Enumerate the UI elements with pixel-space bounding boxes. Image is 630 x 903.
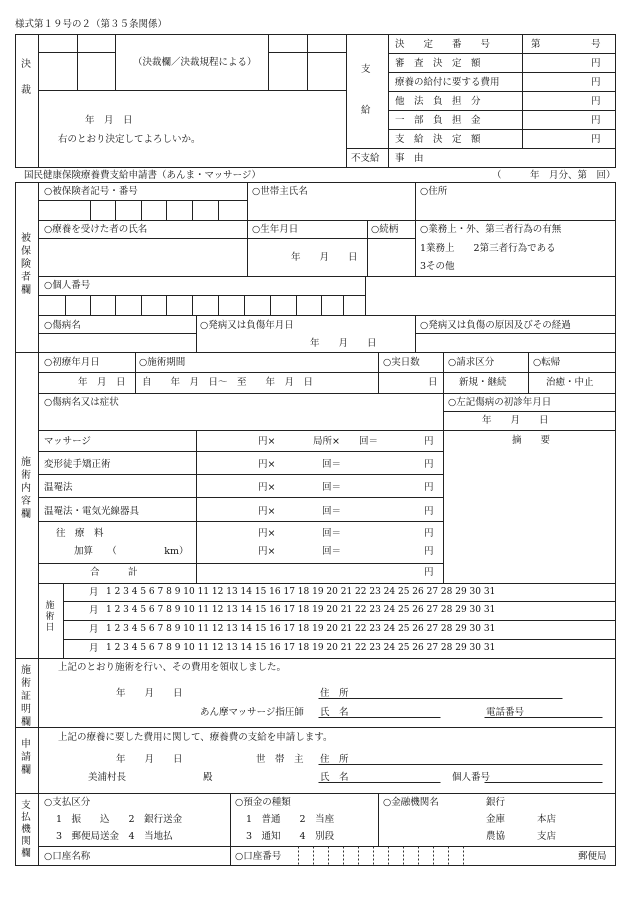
day-row-3-month: 月 (89, 624, 99, 635)
treatment-period-label: ○施術期間 (139, 357, 186, 368)
first-visit-ymd: 年 月 日 (78, 377, 126, 388)
application-address-label: 住 所 (320, 754, 349, 765)
cert-address-label: 住 所 (320, 688, 349, 699)
treatment-day-label: 施術日 (45, 601, 55, 633)
fee-correction-rate: 円× (258, 459, 276, 470)
application-date: 年 月 日 (116, 754, 183, 765)
household-head-label: ○世帯主氏名 (252, 186, 308, 197)
fee-electric: 温罨法・電気光線器具 (44, 506, 140, 517)
payment-type-option-2: 3 郵便局送金 4 当地払 (56, 831, 173, 842)
deposit-type-option-2: 3 通知 4 別段 (246, 831, 335, 842)
fee-distance: 加算 （ km） (74, 546, 189, 557)
day-row-4: 1 2 3 4 5 6 7 8 9 10 11 12 13 14 15 16 17 18 19 20 21 22 23 24 25 26 27 28 29 30 31 (106, 643, 496, 653)
account-name-label: ○口座名称 (44, 851, 91, 862)
cert-name-label: 氏 名 (320, 707, 349, 718)
other-law-unit: 円 (591, 96, 601, 107)
householder-label: 世 帯 主 (256, 754, 304, 765)
application-personal-number-label: 個人番号 (452, 772, 491, 783)
total-unit: 円 (424, 567, 434, 578)
cert-phone-label: 電話番号 (486, 707, 525, 718)
decision-number-label: 決 定 番 号 (395, 39, 491, 50)
fee-electric-rate: 円× (258, 506, 276, 517)
fee-correction-count: 回＝ (322, 459, 342, 470)
relationship-label: ○続柄 (371, 224, 399, 235)
period-note: （ 年 月分、第 回） (492, 170, 616, 181)
treatment-cost-label: 療養の給付に要する費用 (395, 77, 500, 88)
fee-warm-compress-count: 回＝ (322, 482, 342, 493)
birth-date-label: ○生年月日 (252, 224, 299, 235)
form-number-header: 様式第１９号の２（第３５条関係） (15, 19, 168, 30)
reason-label: 事 由 (395, 153, 424, 164)
fee-distance-unit: 円 (424, 546, 434, 557)
bank-name-label: ○金融機関名 (383, 797, 439, 808)
symptoms-label: ○傷病名又は症状 (44, 397, 119, 408)
decision-date: 年 月 日 (85, 115, 133, 126)
payment-section-label: 支払機関欄 (21, 800, 31, 859)
first-visit-label: ○初療年月日 (44, 357, 100, 368)
decision-number-suffix: 号 (591, 39, 601, 50)
claim-type-values: 新規・継続 (459, 377, 507, 388)
fee-visit-count: 回＝ (322, 528, 342, 539)
day-row-4-month: 月 (89, 643, 99, 654)
day-row-2-month: 月 (89, 605, 99, 616)
address-label: ○住所 (420, 186, 448, 197)
head-office-suffix: 本店 (537, 814, 557, 825)
fee-correction: 変形徒手矯正術 (44, 459, 111, 470)
actual-days-unit: 日 (428, 377, 438, 388)
insured-section-label: 被保険者欄 (21, 233, 31, 296)
deposit-type-option-1: 1 普通 2 当座 (246, 814, 335, 825)
insured-number-label: ○被保険者記号・番号 (44, 186, 138, 197)
nokyo-suffix: 農協 (486, 831, 506, 842)
day-row-3: 1 2 3 4 5 6 7 8 9 10 11 12 13 14 15 16 17 18 19 20 21 22 23 24 25 26 27 28 29 30 31 (106, 624, 496, 634)
fee-visit: 往 療 料 (56, 528, 104, 539)
birth-date-ymd: 年 月 日 (291, 252, 358, 263)
honorific: 殿 (203, 772, 213, 783)
account-number-label: ○口座番号 (235, 851, 282, 862)
shinkin-suffix: 金庫 (486, 814, 506, 825)
decision-approval-text: 右のとおり決定してよろしいか。 (58, 134, 201, 145)
treatment-section-label: 施術内容欄 (21, 457, 31, 520)
treatment-period-range: 自 年 月 日〜 至 年 月 日 (142, 377, 314, 388)
review-amount-unit: 円 (591, 58, 601, 69)
practitioner-label: あん摩マッサージ指圧師 (200, 707, 304, 718)
fee-massage-unit: 円 (424, 436, 434, 447)
work-option-2: 3その他 (420, 261, 455, 272)
payment-label-top: 支 (361, 64, 371, 75)
claim-type-label: ○請求区分 (448, 357, 495, 368)
work-option-1: 1業務上 2第三者行為である (420, 243, 556, 254)
fee-warm-compress-unit: 円 (424, 482, 434, 493)
summary-label: 摘 要 (512, 435, 551, 446)
cert-section-label: 施術証明欄 (21, 665, 31, 728)
onset-date-label: ○発病又は負傷年月日 (200, 320, 294, 331)
payment-type-label: ○支払区分 (44, 797, 91, 808)
fee-massage: マッサージ (44, 436, 91, 447)
application-statement: 上記の療養に要した費用に関して、療養費の支給を申請します。 (58, 732, 333, 743)
form-title: 国民健康保険療養費支給申請書（あんま・マッサージ） (24, 170, 261, 181)
application-section-label: 申請欄 (21, 739, 31, 776)
review-amount-label: 審 査 決 定 額 (395, 58, 481, 69)
nonpayment-label: 不支給 (351, 153, 380, 164)
outcome-values: 治癒・中止 (546, 377, 594, 388)
payment-amount-label: 支 給 決 定 額 (395, 134, 481, 145)
bank-suffix: 銀行 (486, 797, 506, 808)
patient-name-label: ○療養を受けた者の氏名 (44, 224, 148, 235)
fee-electric-count: 回＝ (322, 506, 342, 517)
fee-visit-unit: 円 (424, 528, 434, 539)
onset-date-ymd: 年 月 日 (310, 338, 377, 349)
payment-amount-unit: 円 (591, 134, 601, 145)
onset-cause-label: ○発病又は負傷の原因及びその経過 (420, 320, 571, 331)
fee-warm-compress-rate: 円× (258, 482, 276, 493)
cert-date: 年 月 日 (116, 688, 183, 699)
day-row-1: 1 2 3 4 5 6 7 8 9 10 11 12 13 14 15 16 17 18 19 20 21 22 23 24 25 26 27 28 29 30 31 (106, 587, 496, 597)
work-third-party-label: ○業務上・外、第三者行為の有無 (420, 224, 562, 235)
mayor-name: 美浦村長 (88, 772, 127, 783)
branch-suffix: 支店 (537, 831, 557, 842)
day-row-1-month: 月 (89, 587, 99, 598)
cert-statement: 上記のとおり施術を行い、その費用を領収しました。 (58, 662, 287, 673)
day-row-2: 1 2 3 4 5 6 7 8 9 10 11 12 13 14 15 16 17 18 19 20 21 22 23 24 25 26 27 28 29 30 31 (106, 605, 496, 615)
fee-distance-count: 回＝ (322, 546, 342, 557)
fee-massage-count: 局所× 回＝ (313, 436, 378, 447)
fee-electric-unit: 円 (424, 506, 434, 517)
actual-days-label: ○実日数 (383, 357, 420, 368)
payment-type-option-1: 1 振 込 2 銀行送金 (56, 814, 183, 825)
treatment-cost-unit: 円 (591, 77, 601, 88)
decision-label: 決 裁 (21, 59, 31, 96)
fee-distance-rate: 円× (258, 546, 276, 557)
first-consult-ymd: 年 月 日 (482, 415, 549, 426)
payment-label-bottom: 給 (361, 105, 371, 116)
disease-name-label: ○傷病名 (44, 320, 81, 331)
first-consult-label: ○左記傷病の初診年月日 (448, 397, 552, 408)
outcome-label: ○転帰 (533, 357, 561, 368)
personal-number-label: ○個人番号 (44, 280, 91, 291)
fee-warm-compress: 温罨法 (44, 482, 73, 493)
post-office-suffix: 郵便局 (578, 851, 607, 862)
copay-unit: 円 (591, 115, 601, 126)
deposit-type-label: ○預金の種類 (235, 797, 291, 808)
application-name-label: 氏 名 (320, 772, 349, 783)
total-label: 合 計 (90, 567, 138, 578)
fee-visit-rate: 円× (258, 528, 276, 539)
other-law-label: 他 法 負 担 分 (395, 96, 481, 107)
fee-massage-rate: 円× (258, 436, 276, 447)
fee-correction-unit: 円 (424, 459, 434, 470)
copay-label: 一 部 負 担 金 (395, 115, 481, 126)
decision-number-prefix: 第 (531, 39, 541, 50)
decision-rule-note: （決裁欄／決裁規程による） (133, 57, 257, 68)
